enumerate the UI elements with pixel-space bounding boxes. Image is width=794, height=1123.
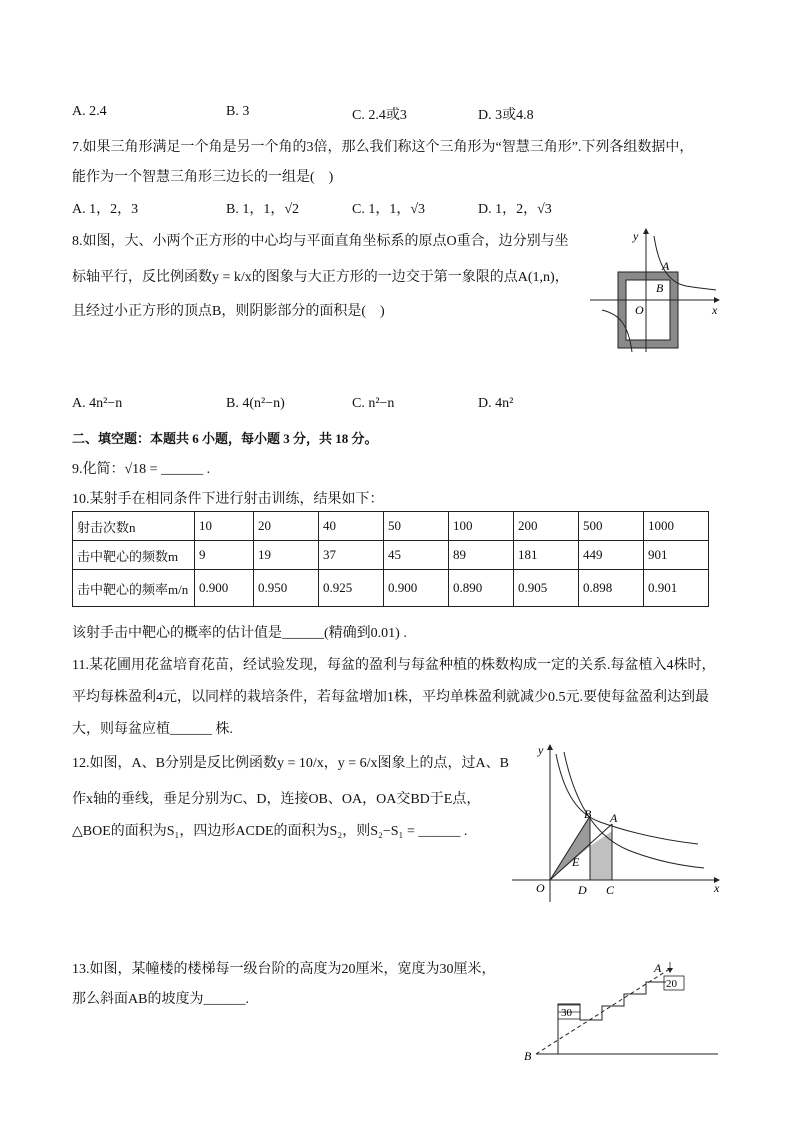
q8-label-o: O — [635, 303, 644, 317]
table-cell: 9 — [195, 541, 254, 570]
q13-incline-ab — [536, 970, 668, 1054]
q11-stem-line1: 11.某花圃用花盆培育花苗，经试验发现，每盆的盈利与每盆种植的株数构成一定的关系.每盆植入4株时， — [72, 658, 716, 673]
table-cell: 449 — [579, 541, 644, 570]
section-fill-in-title: 二、填空题：本题共 6 小题，每小题 3 分，共 18 分。 — [72, 431, 378, 446]
q8-option-b: B. 4(n²−n) — [226, 396, 285, 411]
q8-small-square — [626, 280, 670, 340]
q8-large-square — [618, 272, 678, 348]
table-cell: 20 — [254, 512, 319, 541]
q12-label-x: x — [714, 881, 720, 895]
q8-option-a: A. 4n²−n — [72, 396, 123, 411]
q8-figure — [588, 226, 728, 356]
q13-width-label: 30 — [561, 1007, 572, 1019]
table-row — [73, 541, 709, 570]
table-cell: 0.905 — [514, 570, 579, 607]
table-cell: 0.898 — [579, 570, 644, 607]
table-row — [73, 512, 709, 541]
q8-label-a: A — [662, 259, 670, 273]
q7-option-c: C. 1，1，√3 — [352, 202, 426, 217]
table-cell: 500 — [579, 512, 644, 541]
q13-label-a: A — [654, 961, 662, 975]
q6-option-a: A. 2.4 — [72, 104, 107, 119]
table-cell: 100 — [449, 512, 514, 541]
table-cell: 89 — [449, 541, 514, 570]
q8-label-b: B — [656, 281, 664, 295]
q7-stem-line1: 7.如果三角形满足一个角是另一个角的3倍，那么我们称这个三角形为“智慧三角形”.下列各组数据中， — [72, 140, 694, 155]
q8-label-x: x — [712, 303, 718, 317]
q12-label-d: D — [578, 883, 587, 897]
q12-label-e: E — [572, 855, 580, 869]
table-cell: 200 — [514, 512, 579, 541]
q10-intro: 10.某射手在相同条件下进行射击训练，结果如下： — [72, 492, 384, 507]
q8-stem-line1: 8.如图，大、小两个正方形的中心均与平面直角坐标系的原点O重合，边分别与坐 — [72, 234, 569, 249]
q12-stem-line1: 12.如图，A、B分别是反比例函数y = 10/x，y = 6/x图象上的点，过A、B — [72, 756, 509, 771]
q12-label-o: O — [536, 881, 545, 895]
q6-option-b: B. 3 — [226, 104, 250, 119]
table-cell: 37 — [319, 541, 384, 570]
q8-option-c: C. n²−n — [352, 396, 395, 411]
table-cell: 45 — [384, 541, 449, 570]
q11-stem-line3: 大，则每盆应植______ 株. — [72, 722, 233, 737]
q7-option-b: B. 1，1，√2 — [226, 202, 300, 217]
table-cell: 40 — [319, 512, 384, 541]
q12-label-a: A — [610, 811, 618, 825]
table-cell: 击中靶心的频数m — [73, 541, 195, 570]
table-row — [73, 570, 709, 607]
q12-figure — [508, 740, 732, 908]
q10-frequency-table — [72, 511, 709, 607]
table-cell: 0.900 — [384, 570, 449, 607]
q8-label-y: y — [633, 229, 639, 243]
q13-staircase — [558, 982, 666, 1054]
q10-conclusion: 该射手击中靶心的概率的估计值是______(精确到0.01) . — [72, 626, 407, 641]
table-cell: 50 — [384, 512, 449, 541]
q6-option-c: C. 2.4或3 — [352, 108, 407, 123]
table-cell: 0.890 — [449, 570, 514, 607]
q9-stem: 9.化简：√18 = ______ . — [72, 462, 211, 477]
q13-stem-line1: 13.如图，某幢楼的楼梯每一级台阶的高度为20厘米，宽度为30厘米， — [72, 962, 496, 977]
q12-stem-line3: △BOE的面积为S₁，四边形ACDE的面积为S₂，则S₂−S₁ = ______ . — [72, 824, 468, 839]
q8-option-d: D. 4n² — [478, 396, 514, 411]
q13-figure — [518, 960, 722, 1064]
q13-height-label: 20 — [666, 978, 677, 990]
q12-curve-inner — [556, 754, 698, 844]
q11-stem-line2: 平均每株盈利4元，以同样的栽培条件，若每盆增加1株，平均单株盈利就减少0.5元.要使每盆盈利达到最 — [72, 690, 709, 705]
q12-label-b: B — [584, 807, 592, 821]
table-cell: 0.925 — [319, 570, 384, 607]
q7-option-a: A. 1，2，3 — [72, 202, 139, 217]
table-cell: 10 — [195, 512, 254, 541]
table-cell: 击中靶心的频率m/n — [73, 570, 195, 607]
q8-stem-line2: 标轴平行，反比例函数y = k/x的图象与大正方形的一边交于第一象限的点A(1,n)， — [72, 270, 569, 285]
q12-stem-line2: 作x轴的垂线，垂足分别为C、D，连接OB、OA，OA交BD于E点， — [72, 792, 481, 807]
q7-option-d: D. 1，2，√3 — [478, 202, 552, 217]
table-cell: 1000 — [644, 512, 709, 541]
table-cell: 0.950 — [254, 570, 319, 607]
q13-stem-line2: 那么斜面AB的坡度为______. — [72, 992, 249, 1007]
table-cell: 射击次数n — [73, 512, 195, 541]
q6-option-d: D. 3或4.8 — [478, 108, 534, 123]
table-cell: 901 — [644, 541, 709, 570]
table-cell: 19 — [254, 541, 319, 570]
q12-label-y: y — [538, 743, 544, 757]
table-cell: 181 — [514, 541, 579, 570]
table-cell: 0.901 — [644, 570, 709, 607]
q13-label-b: B — [524, 1049, 532, 1063]
q7-stem-line2: 能作为一个智慧三角形三边长的一组是( ) — [72, 170, 334, 185]
q8-shaded-region — [618, 272, 678, 348]
table-cell: 0.900 — [195, 570, 254, 607]
q8-stem-line3: 且经过小正方形的顶点B，则阴影部分的面积是( ) — [72, 304, 385, 319]
q12-label-c: C — [606, 883, 615, 897]
